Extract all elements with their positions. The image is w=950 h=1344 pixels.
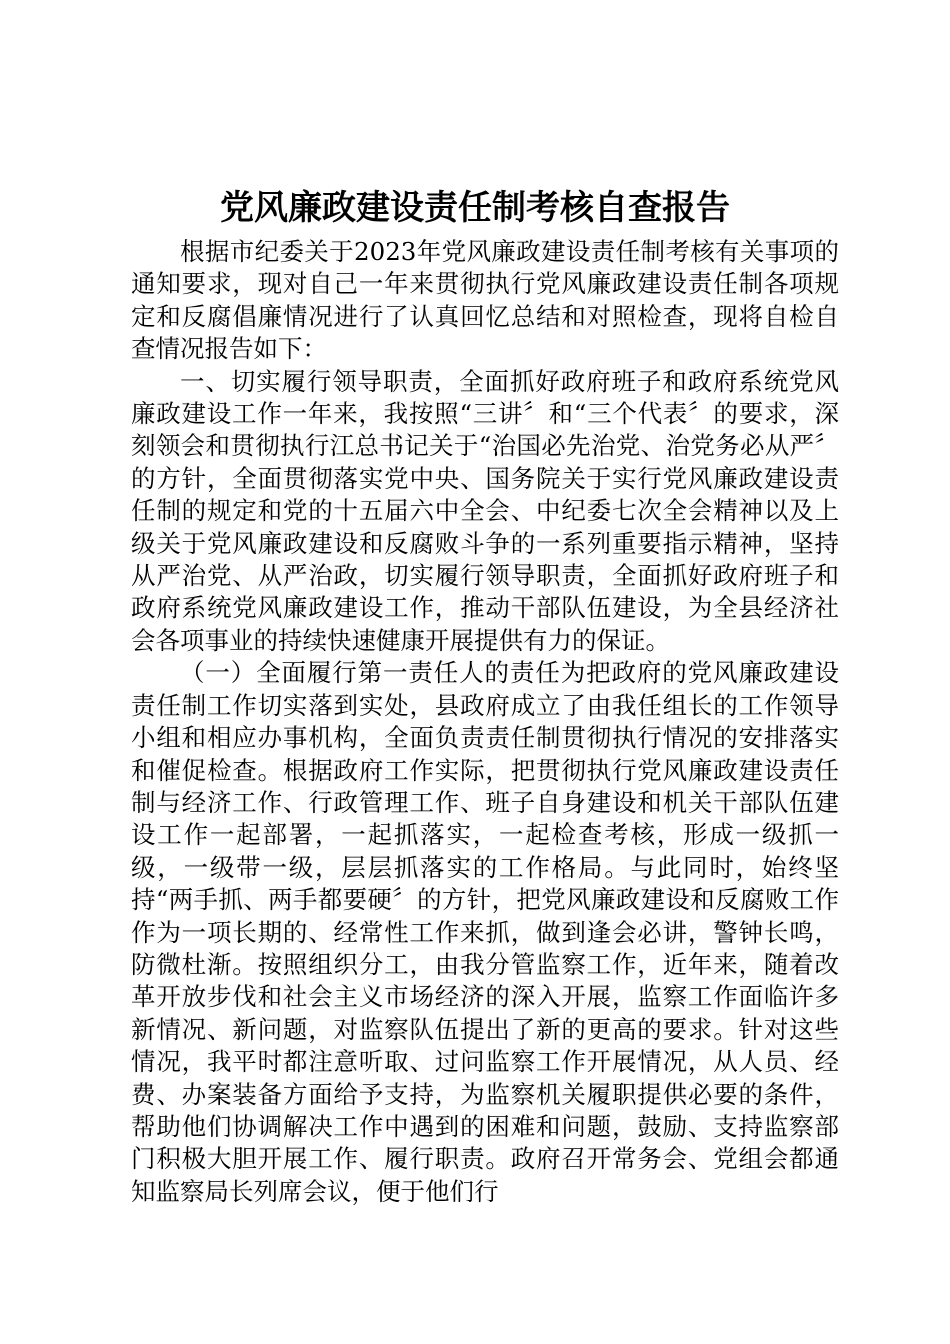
paragraph-intro: 根据市纪委关于2023年党风廉政建设责任制考核有关事项的通知要求，现对自己一年来贯彻执行党风廉政建设责任制各项规定和反腐倡廉情况进行了认真回忆总结和对照检查，现将自检自查情况报告如下： [131,237,839,364]
document-body [131,236,839,1208]
document-title: 党风廉政建设责任制考核自查报告 [220,188,730,228]
paragraph-subsection-one: （一）全面履行第一责任人的责任为把政府的党风廉政建设责任制工作切实落到实处，县政府成立了由我任组长的工作领导小组和相应办事机构，全面负责责任制贯彻执行情况的安排落实和催促检查。根据政府工作实际，把贯彻执行党风廉政建设责任制与经济工作、行政管理工作、班子自身建设和机关干部队伍建设工作一起部署，一起抓落实，一起检查考核，形成一级抓一级，一级带一级，层层抓落实的工作格局。与此同时，始终坚持“两手抓、两手都要硬〞的方针，把党风廉政建设和反腐败工作作为一项长期的、经常性工作来抓，做到逢会必讲，警钟长鸣，防微杜渐。按照组织分工，由我分管监察工作，近年来，随着改革开放步伐和社会主义市场经济的深入开展，监察工作面临许多新情况、新问题，对监察队伍提出了新的更高的要求。针对这些情况，我平时都注意听取、过问监察工作开展情况，从人员、经费、办案装备方面给予支持，为监察机关履职提供必要的条件，帮助他们协调解决工作中遇到的困难和问题，鼓励、支持监察部门积极大胆开展工作、履行职责。政府召开常务会、党组会都通知监察局长列席会议，便于他们行 [131,658,839,1206]
paragraph-section-one: 一、切实履行领导职责，全面抓好政府班子和政府系统党风廉政建设工作一年来，我按照“三讲〞和“三个代表〞的要求，深刻领会和贯彻执行江总书记关于“治国必先治党、治党务必从严〞的方针，全面贯彻落实党中央、国务院关于实行党风廉政建设责任制的规定和党的十五届六中全会、中纪委七次全会精神以及上级关于党风廉政建设和反腐败斗争的一系列重要指示精神，坚持从严治党、从严治政，切实履行领导职责，全面抓好政府班子和政府系统党风廉政建设工作，推动干部队伍建设，为全县经济社会各项事业的持续快速健康开展提供有力的保证。 [131,366,839,655]
